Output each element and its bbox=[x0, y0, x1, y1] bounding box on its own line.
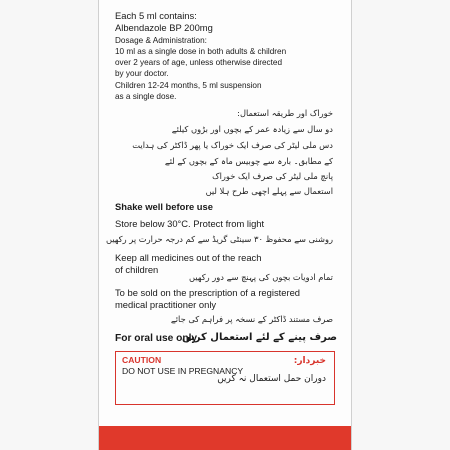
urdu-dosage-line-5: پانچ ملی لیٹر کی صرف ایک خوراک bbox=[212, 171, 333, 181]
urdu-prescription: صرف مستند ڈاکٹر کے نسخہ پر فراہم کی جائے bbox=[170, 314, 333, 324]
package-panel bbox=[98, 0, 352, 450]
dosage-line-5: as a single dose. bbox=[115, 92, 177, 101]
urdu-dosage-line-4: کے مطابق۔ بارہ سے چوبیس ماہ کے بچوں کے لئے bbox=[164, 156, 333, 166]
prescription-line-1: To be sold on the prescription of a registered bbox=[115, 287, 301, 298]
dosage-line-2: over 2 years of age, unless otherwise directed bbox=[115, 58, 283, 67]
red-band bbox=[99, 426, 351, 450]
caution-box bbox=[115, 351, 335, 405]
storage-text: Store below 30°C. Protect from light bbox=[115, 218, 265, 229]
contents-heading: Each 5 ml contains: bbox=[115, 10, 197, 21]
keep-line-1: Keep all medicines out of the reach bbox=[115, 252, 262, 263]
keep-line-2: of children bbox=[115, 264, 159, 275]
oral-use-row bbox=[115, 331, 337, 347]
oral-use-text: For oral use only bbox=[115, 333, 198, 344]
ingredient-line: Albendazole BP 200mg bbox=[115, 22, 213, 33]
dosage-line-4: Children 12-24 months, 5 ml suspension bbox=[115, 81, 262, 90]
urdu-caution-label: خبردار: bbox=[293, 356, 326, 366]
urdu-dosage-line-3: دس ملی لیٹر کی صرف ایک خوراک یا پھر ڈاکٹر کی ہدایت bbox=[132, 140, 333, 150]
urdu-storage: روشنی سے محفوظ ۳۰ سینٹی گریڈ سے کم درجہ حرارت پر رکھیں bbox=[106, 234, 333, 244]
right-background bbox=[352, 0, 450, 450]
left-background bbox=[0, 0, 98, 450]
dosage-line-1: 10 ml as a single dose in both adults & children bbox=[115, 47, 287, 56]
prescription-line-2: medical practitioner only bbox=[115, 299, 217, 310]
dosage-heading: Dosage & Administration: bbox=[115, 36, 207, 45]
caution-text: DO NOT USE IN PREGNANCY bbox=[122, 366, 244, 376]
urdu-dosage-line-2: دو سال سے زیادہ عمر کے بچوں اور بڑوں کیلئے bbox=[171, 124, 333, 134]
dosage-line-3: by your doctor. bbox=[115, 69, 169, 78]
shake-well-text: Shake well before use bbox=[115, 201, 213, 212]
urdu-dosage-line-1: خوراک اور طریقہ استعمال: bbox=[237, 108, 333, 118]
urdu-caution-text: دوران حمل استعمال نہ کریں bbox=[217, 374, 326, 384]
urdu-keep: تمام ادویات بچوں کی پہنچ سے دور رکھیں bbox=[189, 272, 333, 282]
urdu-oral-use: صرف پینے کے لئے استعمال کریں bbox=[182, 332, 337, 343]
caution-label: CAUTION bbox=[122, 355, 162, 365]
urdu-shake: استعمال سے پہلے اچھی طرح ہلا لیں bbox=[205, 186, 333, 196]
